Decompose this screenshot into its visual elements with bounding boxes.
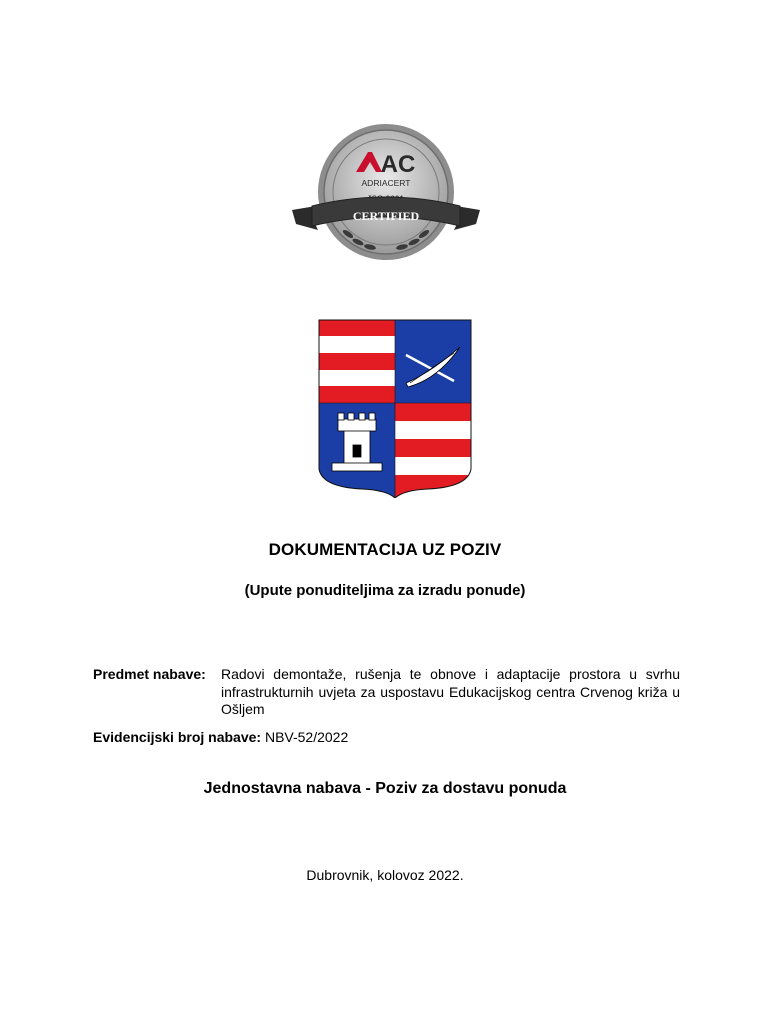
iso-certified-seal (290, 122, 482, 262)
seal-certified-text: CERTIFIED (352, 209, 420, 223)
procedure-type: Jednostavna nabava - Poziv za dostavu ponuda (203, 780, 567, 797)
subject-value: Radovi demontaže, rušenja te obnove i adaptacije prostora u svrhu infrastrukturnih uvjeta za uspostavu Edukacijskog centra Crvenog križa u Ošljem (221, 666, 680, 717)
evidence-value: NBV-52/2022 (264, 729, 349, 745)
evidence-label: Evidencijski broj nabave: (93, 729, 262, 745)
coat-of-arms (318, 319, 472, 498)
seal-brand-name: ADRIACERT (361, 178, 411, 188)
evidence-number (93, 729, 348, 746)
subject-label: Predmet nabave: (93, 666, 206, 682)
document-subtitle: (Upute ponuditeljima za izradu ponude) (244, 582, 526, 599)
document-title: DOKUMENTACIJA UZ POZIV (268, 540, 502, 559)
stripes-bottom-right (395, 403, 472, 498)
place-date: Dubrovnik, kolovoz 2022. (306, 867, 464, 883)
stripes-top-left (318, 319, 395, 403)
seal-brand-mark: AC (380, 151, 416, 178)
procurement-subject (93, 666, 680, 719)
